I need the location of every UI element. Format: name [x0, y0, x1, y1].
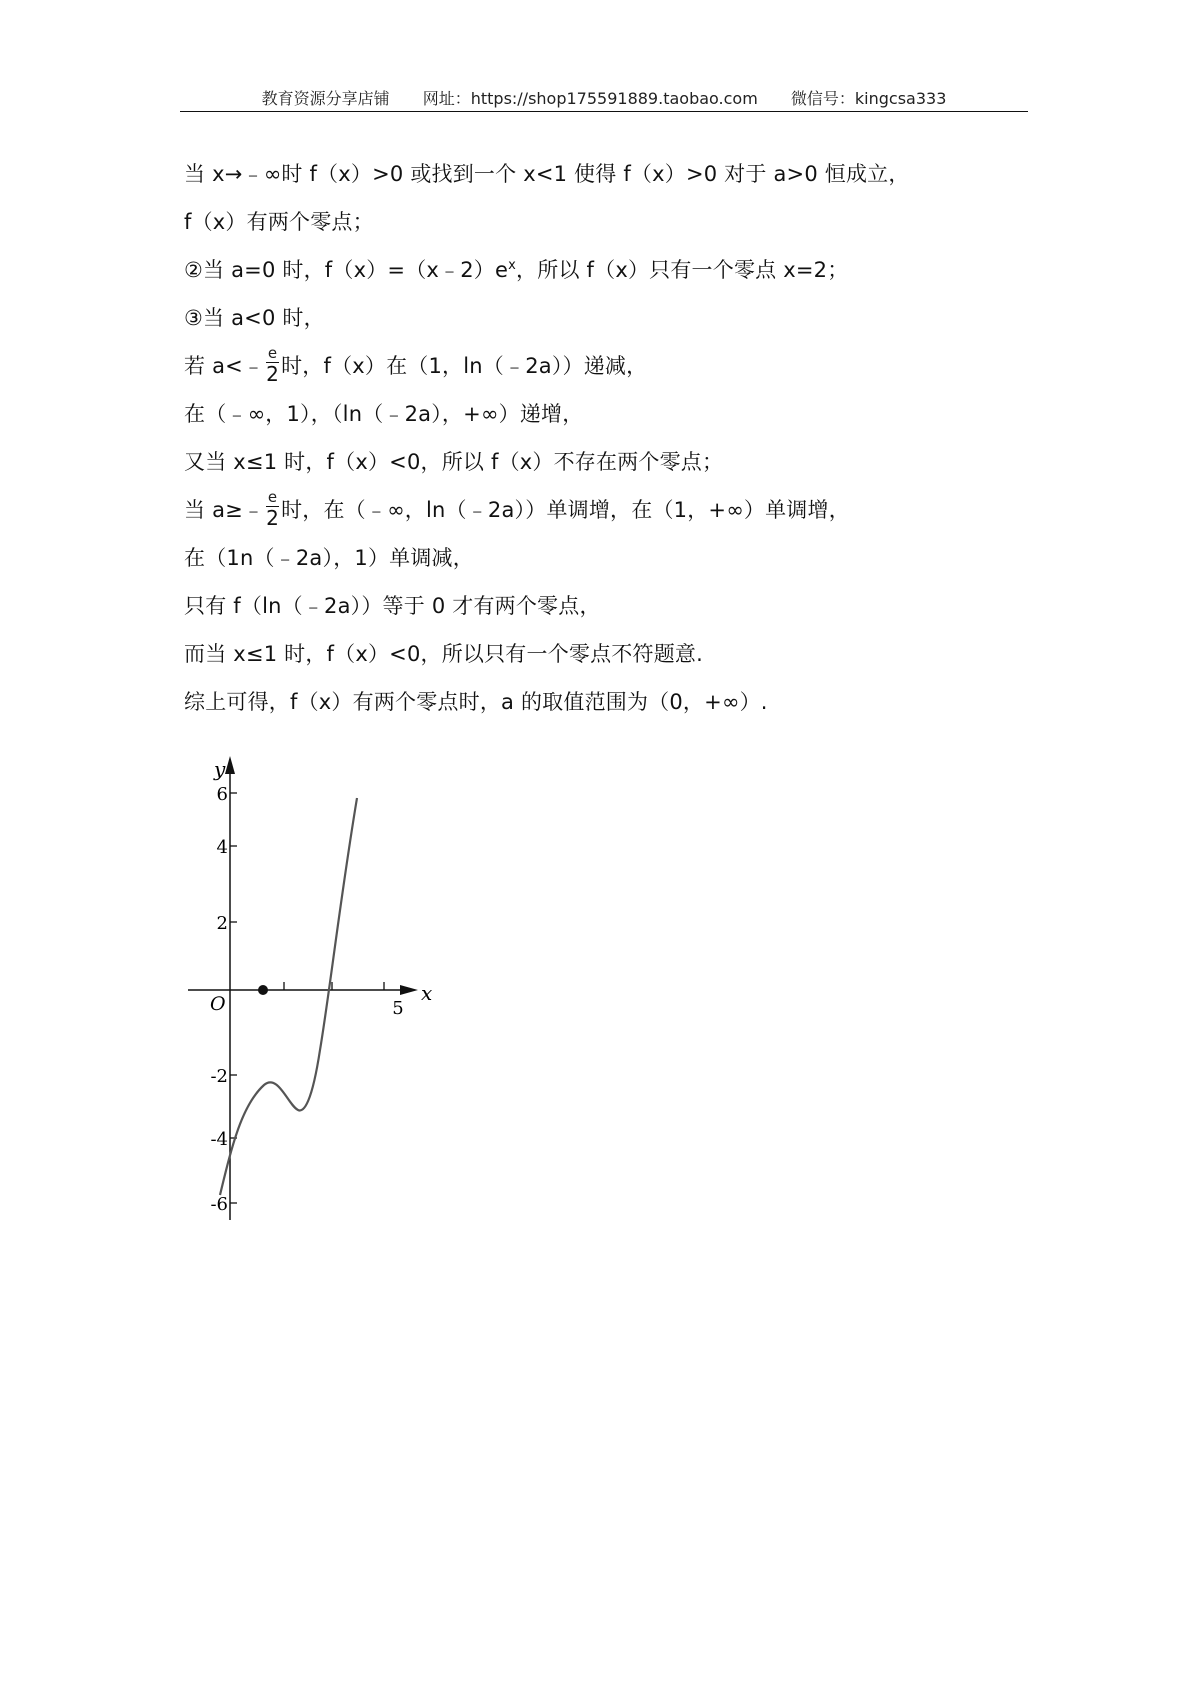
text-line [184, 486, 1044, 534]
text-line: f（x）有两个零点； [184, 210, 374, 234]
header-shop: 教育资源分享店铺 [261, 89, 390, 108]
text-line: 当 x→﹣∞时 f（x）>0 或找到一个 x<1 使得 f（x）>0 对于 a>0 恒成立， [184, 162, 910, 186]
y-axis-arrow [225, 756, 235, 774]
header-wechat: 微信号：kingcsa333 [790, 89, 947, 108]
origin-label: O [210, 993, 226, 1015]
y-tick-label: 2 [216, 913, 228, 934]
y-axis-label: y [214, 757, 226, 781]
point-marker [258, 985, 268, 995]
text-segment: 时，在（﹣∞，ln（﹣2a））单调增，在（1，+∞）单调增， [281, 498, 850, 522]
function-graph [180, 750, 440, 1220]
text-segment: ②当 a=0 时，f（x）=（x﹣2）e [184, 258, 509, 282]
y-tick-label: -6 [210, 1194, 228, 1215]
x-tick-label: 5 [392, 998, 404, 1019]
x-axis-arrow [400, 985, 418, 995]
text-line: 在（1n（﹣2a），1）单调减， [184, 546, 474, 570]
fraction-numerator: e [267, 344, 278, 362]
text-line: 而当 x≤1 时，f（x）<0，所以只有一个零点不符题意. [184, 642, 703, 666]
text-segment: 当 a≥﹣ [184, 498, 265, 522]
fraction-e-over-2 [266, 490, 279, 528]
function-curve [220, 798, 357, 1195]
text-line [184, 246, 1044, 294]
x-axis-label: x [421, 981, 433, 1005]
text-line: 又当 x≤1 时，f（x）<0，所以 f（x）不存在两个零点； [184, 450, 724, 474]
text-segment: 时，f（x）在（1，ln（﹣2a））递减， [281, 354, 648, 378]
fraction-denominator: 2 [266, 506, 280, 530]
text-line: 只有 f（ln（﹣2a））等于 0 才有两个零点， [184, 594, 601, 618]
text-segment: 若 a<﹣ [184, 354, 265, 378]
fraction-denominator: 2 [266, 362, 280, 386]
exponent: x [508, 258, 517, 273]
y-tick-label: 4 [216, 837, 228, 858]
text-line [184, 342, 1044, 390]
solution-text [184, 150, 1044, 726]
header-url: 网址：https://shop175591889.taobao.com [422, 89, 758, 108]
y-tick-label: -4 [210, 1129, 228, 1150]
text-line: 在（﹣∞，1），（ln（﹣2a），+∞）递增， [184, 402, 584, 426]
page-header [180, 86, 1028, 109]
y-tick-label: -2 [210, 1066, 228, 1087]
y-tick-label: 6 [216, 784, 228, 805]
header-divider [180, 111, 1028, 112]
text-line: ③当 a<0 时， [184, 306, 325, 330]
text-line: 综上可得，f（x）有两个零点时，a 的取值范围为（0，+∞）. [184, 690, 768, 714]
fraction-numerator: e [267, 488, 278, 506]
fraction-e-over-2 [266, 346, 279, 384]
text-segment: ，所以 f（x）只有一个零点 x=2； [516, 258, 849, 282]
